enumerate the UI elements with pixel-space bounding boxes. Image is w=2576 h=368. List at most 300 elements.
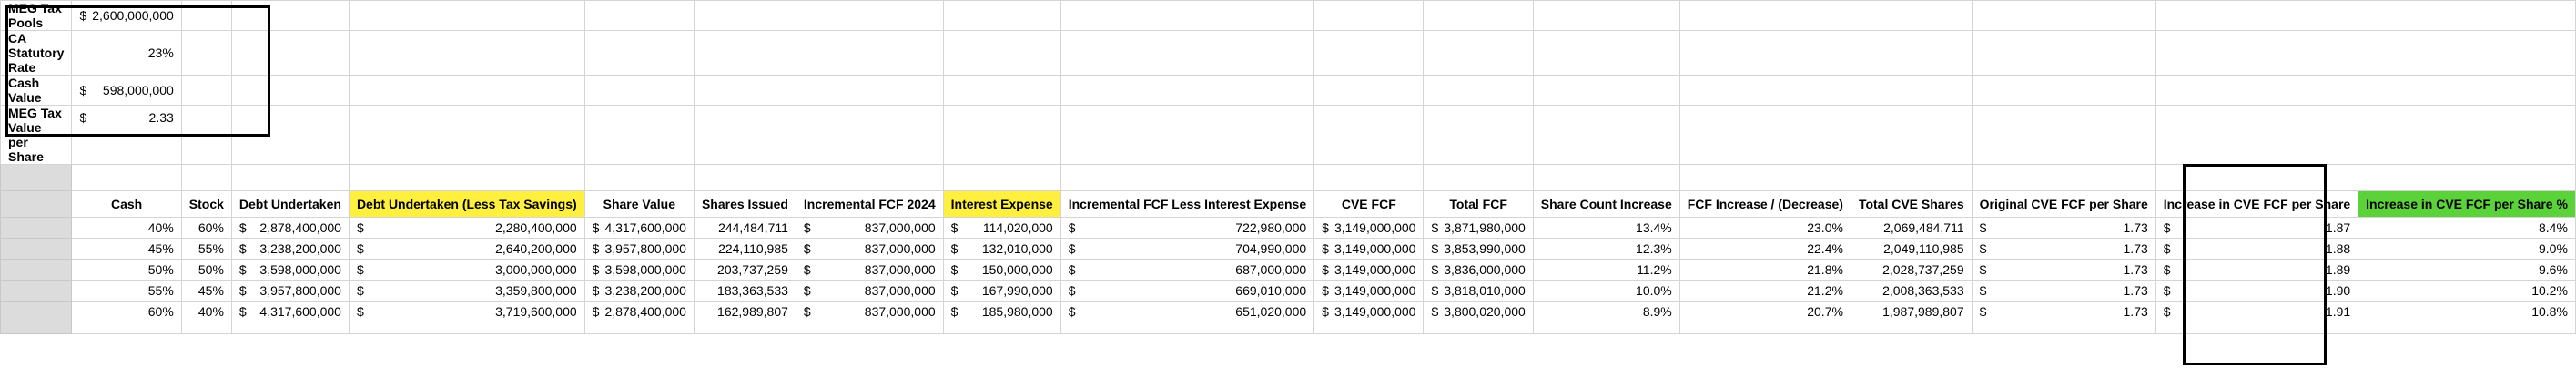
empty-cell[interactable] xyxy=(796,76,943,106)
cell-cve-fcf[interactable] xyxy=(1314,218,1424,239)
cell-stock[interactable]: 40% xyxy=(181,302,231,322)
column-header[interactable]: Incremental FCF Less Interest Expense xyxy=(1060,191,1313,218)
empty-cell[interactable] xyxy=(1679,106,1851,165)
empty-cell[interactable] xyxy=(584,1,694,31)
cell-cash[interactable]: 50% xyxy=(72,260,181,281)
cell-orig-fcf-ps[interactable] xyxy=(1972,302,2155,322)
column-header[interactable]: Total FCF xyxy=(1424,191,1533,218)
empty-cell[interactable] xyxy=(943,76,1060,106)
currency-wrap xyxy=(239,283,341,298)
summary-value: 2,600,000,000 xyxy=(92,8,174,23)
summary-value: 23% xyxy=(147,46,174,60)
empty-cell[interactable] xyxy=(1060,322,1313,334)
currency-wrap xyxy=(1431,220,1525,235)
summary-label-cell[interactable] xyxy=(1,1,72,31)
cell-value: 3,149,000,000 xyxy=(1334,241,1416,256)
empty-cell[interactable] xyxy=(231,106,349,165)
empty-cell[interactable] xyxy=(2358,31,2576,76)
summary-label-cell[interactable] xyxy=(1,76,72,106)
empty-cell[interactable] xyxy=(1533,31,1679,76)
currency-wrap xyxy=(1431,304,1525,319)
empty-cell[interactable] xyxy=(1314,322,1424,334)
cell-value: 3,149,000,000 xyxy=(1334,262,1416,277)
empty-cell[interactable] xyxy=(1851,31,1972,76)
empty-cell[interactable] xyxy=(943,165,1060,191)
empty-cell[interactable] xyxy=(231,1,349,31)
cell-value: 185,980,000 xyxy=(981,304,1053,319)
cell-interest[interactable] xyxy=(943,218,1060,239)
empty-cell[interactable] xyxy=(349,76,584,106)
empty-cell[interactable] xyxy=(1533,322,1679,334)
empty-cell[interactable] xyxy=(231,76,349,106)
empty-cell[interactable] xyxy=(796,165,943,191)
empty-cell[interactable] xyxy=(1314,31,1424,76)
empty-cell[interactable] xyxy=(943,322,1060,334)
cell-value: 3,149,000,000 xyxy=(1334,283,1416,298)
cell-total-fcf[interactable] xyxy=(1424,218,1533,239)
currency-wrap xyxy=(239,220,341,235)
cell-inc-fcf-ps-pct[interactable]: 9.6% xyxy=(2358,260,2576,281)
currency-symbol: $ xyxy=(1979,262,1987,277)
column-header[interactable]: Interest Expense xyxy=(943,191,1060,218)
cell-total-fcf[interactable] xyxy=(1424,260,1533,281)
empty-cell[interactable] xyxy=(1424,322,1533,334)
cell-value: 722,980,000 xyxy=(1235,220,1307,235)
cell-total-shares[interactable]: 2,069,484,711 xyxy=(1851,218,1972,239)
currency-symbol: $ xyxy=(1068,262,1076,277)
cell-value: 2,640,200,000 xyxy=(495,241,577,256)
row-header-cell[interactable] xyxy=(1,281,72,302)
empty-cell[interactable] xyxy=(1060,31,1313,76)
empty-cell[interactable] xyxy=(181,322,231,334)
empty-cell[interactable] xyxy=(231,165,349,191)
currency-symbol: $ xyxy=(803,220,811,235)
empty-cell[interactable] xyxy=(2358,165,2576,191)
empty-cell[interactable] xyxy=(694,165,796,191)
empty-cell[interactable] xyxy=(181,31,231,76)
empty-cell[interactable] xyxy=(1679,322,1851,334)
currency-symbol: $ xyxy=(1322,220,1329,235)
cell-share-value[interactable] xyxy=(584,239,694,260)
cell-inc-fcf-ps-pct[interactable]: 8.4% xyxy=(2358,218,2576,239)
currency-wrap xyxy=(357,262,577,277)
cell-share-count-inc[interactable]: 8.9% xyxy=(1533,302,1679,322)
empty-cell[interactable] xyxy=(796,322,943,334)
currency-wrap xyxy=(1322,283,1415,298)
cell-inc-fcf-less[interactable] xyxy=(1060,281,1313,302)
empty-cell[interactable] xyxy=(2155,76,2358,106)
column-header[interactable]: Cash xyxy=(72,191,181,218)
currency-wrap xyxy=(1069,262,1306,277)
cell-debt-less[interactable] xyxy=(349,239,584,260)
currency-symbol: $ xyxy=(803,283,811,298)
column-header[interactable]: Increase in CVE FCF per Share % xyxy=(2358,191,2576,218)
currency-wrap xyxy=(1322,220,1415,235)
empty-cell[interactable] xyxy=(1851,165,1972,191)
row-header-cell[interactable] xyxy=(1,165,72,191)
empty-cell[interactable] xyxy=(1314,76,1424,106)
summary-value-cell[interactable] xyxy=(72,76,181,106)
empty-cell[interactable] xyxy=(1851,322,1972,334)
row-header-cell[interactable] xyxy=(1,322,72,334)
cell-fcf-inc[interactable]: 22.4% xyxy=(1679,239,1851,260)
cell-cve-fcf[interactable] xyxy=(1314,239,1424,260)
cell-fcf-inc[interactable]: 20.7% xyxy=(1679,302,1851,322)
column-header[interactable]: Debt Undertaken (Less Tax Savings) xyxy=(349,191,584,218)
column-header[interactable]: FCF Increase / (Decrease) xyxy=(1679,191,1851,218)
currency-wrap xyxy=(2164,304,2350,319)
cell-stock[interactable]: 45% xyxy=(181,281,231,302)
empty-cell[interactable] xyxy=(1060,76,1313,106)
cell-inc-fcf-less[interactable] xyxy=(1060,218,1313,239)
cell-cash[interactable]: 45% xyxy=(72,239,181,260)
cell-cash[interactable]: 40% xyxy=(72,218,181,239)
cell-stock[interactable]: 60% xyxy=(181,218,231,239)
cell-value: 837,000,000 xyxy=(864,304,936,319)
empty-cell[interactable] xyxy=(1533,165,1679,191)
cell-value: 3,238,200,000 xyxy=(259,241,341,256)
cell-debt-less[interactable] xyxy=(349,302,584,322)
empty-cell[interactable] xyxy=(584,106,694,165)
currency-wrap xyxy=(593,241,686,256)
empty-cell[interactable] xyxy=(1060,165,1313,191)
row-header-cell[interactable] xyxy=(1,302,72,322)
empty-cell[interactable] xyxy=(72,322,181,334)
row-header-cell[interactable] xyxy=(1,191,72,218)
cell-inc-fcf-ps-pct[interactable]: 10.8% xyxy=(2358,302,2576,322)
cell-debt-less[interactable] xyxy=(349,260,584,281)
summary-label: MEG Tax Pools xyxy=(8,1,62,30)
cell-total-shares[interactable]: 2,028,737,259 xyxy=(1851,260,1972,281)
empty-cell[interactable] xyxy=(1679,1,1851,31)
column-header[interactable]: Total CVE Shares xyxy=(1851,191,1972,218)
empty-cell[interactable] xyxy=(1060,106,1313,165)
empty-cell[interactable] xyxy=(584,165,694,191)
empty-cell[interactable] xyxy=(2358,76,2576,106)
cell-share-value[interactable] xyxy=(584,302,694,322)
currency-symbol: $ xyxy=(2163,220,2171,235)
empty-cell[interactable] xyxy=(584,76,694,106)
empty-cell[interactable] xyxy=(1424,1,1533,31)
empty-cell[interactable] xyxy=(231,322,349,334)
empty-cell[interactable] xyxy=(2155,165,2358,191)
cell-share-count-inc[interactable]: 10.0% xyxy=(1533,281,1679,302)
cell-value: 3,957,800,000 xyxy=(259,283,341,298)
cell-fcf-inc[interactable]: 21.8% xyxy=(1679,260,1851,281)
summary-value-cell[interactable] xyxy=(72,1,181,31)
currency-wrap xyxy=(1322,262,1415,277)
column-header[interactable]: Shares Issued xyxy=(694,191,796,218)
empty-cell[interactable] xyxy=(349,322,584,334)
cell-inc-fcf[interactable] xyxy=(796,260,943,281)
cell-cash[interactable]: 55% xyxy=(72,281,181,302)
cell-debt[interactable] xyxy=(231,239,349,260)
table-row xyxy=(1,260,2576,281)
empty-cell[interactable] xyxy=(181,76,231,106)
empty-cell[interactable] xyxy=(2155,31,2358,76)
column-header[interactable]: CVE FCF xyxy=(1314,191,1424,218)
empty-cell[interactable] xyxy=(1972,76,2155,106)
column-header[interactable]: Share Value xyxy=(584,191,694,218)
cell-value: 4,317,600,000 xyxy=(259,304,341,319)
cell-cve-fcf[interactable] xyxy=(1314,302,1424,322)
empty-cell[interactable] xyxy=(1851,76,1972,106)
currency-symbol: $ xyxy=(356,304,364,319)
cell-inc-fcf[interactable] xyxy=(796,239,943,260)
currency-symbol: $ xyxy=(803,241,811,256)
cell-inc-fcf-ps[interactable] xyxy=(2155,218,2358,239)
cell-value: 1.87 xyxy=(2325,220,2351,235)
currency-wrap xyxy=(593,283,686,298)
table-row xyxy=(1,281,2576,302)
cell-cve-fcf[interactable] xyxy=(1314,281,1424,302)
empty-cell[interactable] xyxy=(694,76,796,106)
empty-cell[interactable] xyxy=(1314,165,1424,191)
empty-cell[interactable] xyxy=(1314,1,1424,31)
cell-inc-fcf-less[interactable] xyxy=(1060,260,1313,281)
cell-cash[interactable]: 60% xyxy=(72,302,181,322)
cell-value: 1.73 xyxy=(2123,241,2148,256)
currency-symbol: $ xyxy=(1068,241,1076,256)
currency-symbol: $ xyxy=(1431,241,1439,256)
currency-wrap xyxy=(2164,220,2350,235)
cell-value: 3,818,010,000 xyxy=(1444,283,1526,298)
currency-wrap xyxy=(593,304,686,319)
cell-shares-issued[interactable]: 162,989,807 xyxy=(694,302,796,322)
cell-value: 3,238,200,000 xyxy=(604,283,686,298)
currency-wrap xyxy=(951,220,1053,235)
empty-cell[interactable] xyxy=(943,1,1060,31)
cell-share-count-inc[interactable]: 12.3% xyxy=(1533,239,1679,260)
cell-interest[interactable] xyxy=(943,281,1060,302)
empty-cell[interactable] xyxy=(1972,31,2155,76)
currency-wrap xyxy=(1069,283,1306,298)
cell-shares-issued[interactable]: 224,110,985 xyxy=(694,239,796,260)
currency-symbol: $ xyxy=(1431,220,1439,235)
cell-total-fcf[interactable] xyxy=(1424,281,1533,302)
empty-cell[interactable] xyxy=(796,1,943,31)
cell-value: 1.73 xyxy=(2123,283,2148,298)
cell-interest[interactable] xyxy=(943,260,1060,281)
cell-value: 3,957,800,000 xyxy=(604,241,686,256)
column-header[interactable]: Incremental FCF 2024 xyxy=(796,191,943,218)
currency-wrap xyxy=(1980,304,2148,319)
empty-cell[interactable] xyxy=(181,106,231,165)
cell-share-value[interactable] xyxy=(584,260,694,281)
cell-inc-fcf[interactable] xyxy=(796,218,943,239)
cell-value: 167,990,000 xyxy=(981,283,1053,298)
cell-inc-fcf-ps[interactable] xyxy=(2155,281,2358,302)
empty-cell[interactable] xyxy=(2358,322,2576,334)
currency-symbol: $ xyxy=(1322,283,1329,298)
empty-cell[interactable] xyxy=(1679,165,1851,191)
empty-cell[interactable] xyxy=(349,1,584,31)
empty-cell[interactable] xyxy=(181,165,231,191)
cell-value: 651,020,000 xyxy=(1235,304,1307,319)
empty-cell[interactable] xyxy=(1679,76,1851,106)
currency-wrap xyxy=(1980,283,2148,298)
empty-cell[interactable] xyxy=(1679,31,1851,76)
column-header[interactable]: Stock xyxy=(181,191,231,218)
cell-inc-fcf-less[interactable] xyxy=(1060,239,1313,260)
cell-debt[interactable] xyxy=(231,260,349,281)
cell-orig-fcf-ps[interactable] xyxy=(1972,281,2155,302)
cell-fcf-inc[interactable]: 23.0% xyxy=(1679,218,1851,239)
empty-cell[interactable] xyxy=(349,165,584,191)
cell-debt-less[interactable] xyxy=(349,218,584,239)
cell-total-fcf[interactable] xyxy=(1424,302,1533,322)
cell-value: 2,878,400,000 xyxy=(259,220,341,235)
empty-cell[interactable] xyxy=(2358,1,2576,31)
cell-orig-fcf-ps[interactable] xyxy=(1972,239,2155,260)
summary-value: 2.33 xyxy=(148,110,174,125)
cell-value: 1.73 xyxy=(2123,304,2148,319)
empty-cell[interactable] xyxy=(943,31,1060,76)
empty-cell[interactable] xyxy=(1851,106,1972,165)
empty-cell[interactable] xyxy=(1533,76,1679,106)
cell-orig-fcf-ps[interactable] xyxy=(1972,260,2155,281)
empty-cell[interactable] xyxy=(584,322,694,334)
row-header-cell[interactable] xyxy=(1,239,72,260)
currency-wrap xyxy=(804,241,936,256)
empty-cell[interactable] xyxy=(1851,1,1972,31)
column-header[interactable]: Original CVE FCF per Share xyxy=(1972,191,2155,218)
empty-cell[interactable] xyxy=(694,106,796,165)
cell-total-shares[interactable]: 2,049,110,985 xyxy=(1851,239,1972,260)
currency-symbol: $ xyxy=(79,8,87,23)
cell-total-fcf[interactable] xyxy=(1424,239,1533,260)
cell-share-count-inc[interactable]: 13.4% xyxy=(1533,218,1679,239)
summary-value: 598,000,000 xyxy=(102,83,174,97)
empty-cell[interactable] xyxy=(2155,1,2358,31)
currency-symbol: $ xyxy=(1431,283,1439,298)
cell-inc-fcf-ps[interactable] xyxy=(2155,260,2358,281)
summary-label-cell[interactable] xyxy=(1,106,72,165)
column-header[interactable]: Debt Undertaken xyxy=(231,191,349,218)
currency-symbol: $ xyxy=(238,304,247,319)
currency-wrap xyxy=(357,283,577,298)
currency-symbol: $ xyxy=(79,110,87,125)
currency-symbol: $ xyxy=(950,262,958,277)
empty-cell[interactable] xyxy=(1314,106,1424,165)
empty-cell[interactable] xyxy=(943,106,1060,165)
cell-total-shares[interactable]: 2,008,363,533 xyxy=(1851,281,1972,302)
row-header-cell[interactable] xyxy=(1,260,72,281)
cell-value: 2,280,400,000 xyxy=(495,220,577,235)
empty-cell[interactable] xyxy=(349,31,584,76)
empty-cell[interactable] xyxy=(1972,165,2155,191)
currency-wrap xyxy=(951,304,1053,319)
cell-share-value[interactable] xyxy=(584,218,694,239)
cell-inc-fcf-ps[interactable] xyxy=(2155,302,2358,322)
currency-wrap xyxy=(79,83,173,97)
summary-label: MEG Tax Value per Share xyxy=(8,106,62,164)
empty-cell[interactable] xyxy=(1972,322,2155,334)
cell-shares-issued[interactable]: 203,737,259 xyxy=(694,260,796,281)
cell-stock[interactable]: 50% xyxy=(181,260,231,281)
cell-shares-issued[interactable]: 244,484,711 xyxy=(694,218,796,239)
currency-wrap xyxy=(1322,304,1415,319)
empty-cell[interactable] xyxy=(1424,106,1533,165)
row-header-cell[interactable] xyxy=(1,218,72,239)
cell-stock[interactable]: 55% xyxy=(181,239,231,260)
cell-inc-fcf[interactable] xyxy=(796,281,943,302)
cell-interest[interactable] xyxy=(943,302,1060,322)
empty-cell[interactable] xyxy=(796,31,943,76)
cell-share-value[interactable] xyxy=(584,281,694,302)
empty-cell[interactable] xyxy=(694,322,796,334)
cell-inc-fcf[interactable] xyxy=(796,302,943,322)
cell-total-shares[interactable]: 1,987,989,807 xyxy=(1851,302,1972,322)
empty-cell[interactable] xyxy=(1424,76,1533,106)
summary-value-cell[interactable] xyxy=(72,106,181,165)
currency-wrap xyxy=(1980,262,2148,277)
empty-cell[interactable] xyxy=(1972,106,2155,165)
cell-interest[interactable] xyxy=(943,239,1060,260)
cell-orig-fcf-ps[interactable] xyxy=(1972,218,2155,239)
currency-symbol: $ xyxy=(2163,241,2171,256)
cell-debt[interactable] xyxy=(231,218,349,239)
empty-cell[interactable] xyxy=(694,1,796,31)
column-header[interactable]: Share Count Increase xyxy=(1533,191,1679,218)
cell-value: 150,000,000 xyxy=(981,262,1053,277)
currency-symbol: $ xyxy=(356,241,364,256)
empty-cell[interactable] xyxy=(1533,106,1679,165)
empty-cell[interactable] xyxy=(181,1,231,31)
empty-cell[interactable] xyxy=(2358,106,2576,165)
cell-debt-less[interactable] xyxy=(349,281,584,302)
empty-cell[interactable] xyxy=(1060,1,1313,31)
empty-cell[interactable] xyxy=(72,165,181,191)
cell-value: 1.90 xyxy=(2325,283,2351,298)
empty-cell[interactable] xyxy=(1533,1,1679,31)
cell-value: 2,878,400,000 xyxy=(604,304,686,319)
column-header[interactable]: Increase in CVE FCF per Share xyxy=(2155,191,2358,218)
empty-cell[interactable] xyxy=(2155,322,2358,334)
cell-inc-fcf-less[interactable] xyxy=(1060,302,1313,322)
cell-shares-issued[interactable]: 183,363,533 xyxy=(694,281,796,302)
currency-wrap xyxy=(1431,241,1525,256)
summary-label-cell[interactable] xyxy=(1,31,72,76)
empty-cell[interactable] xyxy=(1424,165,1533,191)
empty-cell[interactable] xyxy=(1972,1,2155,31)
currency-symbol: $ xyxy=(803,304,811,319)
cell-inc-fcf-ps[interactable] xyxy=(2155,239,2358,260)
empty-cell[interactable] xyxy=(584,31,694,76)
summary-value-cell[interactable] xyxy=(72,31,181,76)
cell-debt[interactable] xyxy=(231,302,349,322)
currency-wrap xyxy=(357,220,577,235)
cell-cve-fcf[interactable] xyxy=(1314,260,1424,281)
spacer-row xyxy=(1,165,2576,191)
cell-inc-fcf-ps-pct[interactable]: 9.0% xyxy=(2358,239,2576,260)
empty-cell[interactable] xyxy=(1424,31,1533,76)
cell-inc-fcf-ps-pct[interactable]: 10.2% xyxy=(2358,281,2576,302)
empty-cell[interactable] xyxy=(796,106,943,165)
currency-symbol: $ xyxy=(356,220,364,235)
cell-debt[interactable] xyxy=(231,281,349,302)
empty-cell[interactable] xyxy=(231,31,349,76)
empty-cell[interactable] xyxy=(2155,106,2358,165)
currency-wrap xyxy=(1069,220,1306,235)
empty-row xyxy=(1,322,2576,334)
cell-value: 1.73 xyxy=(2123,262,2148,277)
currency-wrap xyxy=(1980,241,2148,256)
empty-cell[interactable] xyxy=(349,106,584,165)
cell-fcf-inc[interactable]: 21.2% xyxy=(1679,281,1851,302)
cell-share-count-inc[interactable]: 11.2% xyxy=(1533,260,1679,281)
empty-cell[interactable] xyxy=(694,31,796,76)
